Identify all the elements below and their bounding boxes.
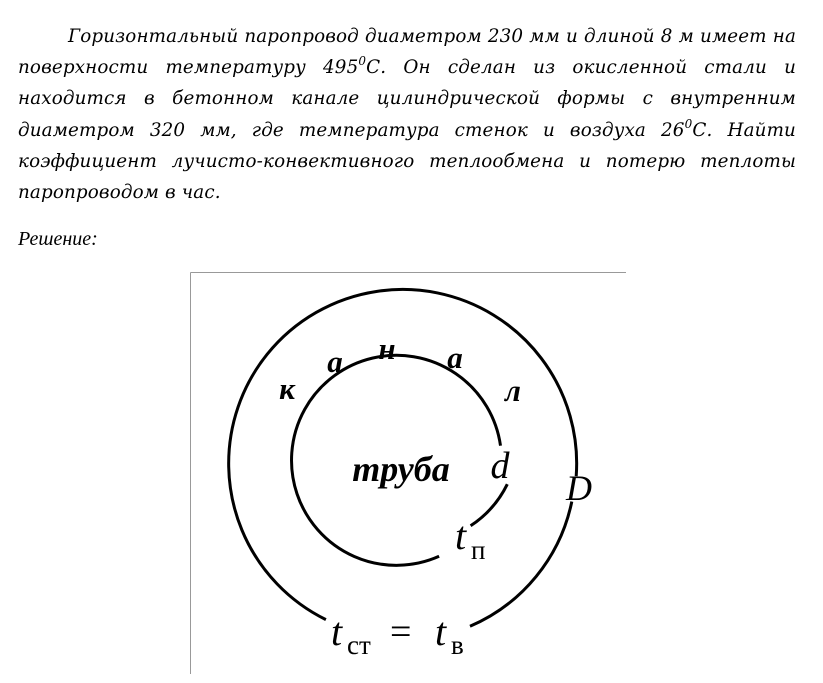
solution-label: Решение:: [18, 228, 98, 250]
wall-air-temperature-label: [331, 609, 464, 660]
wall-temp-symbol: t: [331, 609, 343, 654]
pipe-in-canal-figure: [190, 272, 626, 674]
canal-letter-l: л: [505, 373, 521, 408]
figure-canvas: [190, 272, 626, 674]
pipe-temp-subscript: п: [471, 535, 486, 565]
pipe-label: труба: [352, 449, 450, 489]
air-temp-symbol: t: [435, 609, 447, 654]
canal-letter-a1: а: [327, 344, 343, 379]
outer-diameter-label: D: [566, 468, 592, 508]
degree-superscript-1: 0: [358, 54, 367, 69]
air-temp-subscript: в: [451, 630, 464, 660]
pipe-inner-circle-lower: [471, 484, 508, 526]
problem-text-part-3: С. Найти коэффициент лучисто-конвективного теплообмена и потерю теплоты паропроводом в час.: [18, 119, 796, 204]
pipe-temp-symbol: t: [455, 513, 467, 558]
canal-letter-a2: а: [447, 340, 463, 375]
problem-text-part-2: С. Он сделан из окисленной стали и находится в бетонном канале цилиндрической формы с внутренним диаметром 320 мм, где температура стенок и воздуха 26: [18, 57, 796, 141]
canal-letter-k: к: [279, 371, 295, 406]
wall-temp-subscript: ст: [347, 630, 371, 660]
problem-text-part-1: Горизонтальный паропровод диаметром 230 мм и длиной 8 м имеет на поверхности температуру 495: [18, 26, 796, 79]
inner-diameter-label: d: [490, 445, 510, 487]
degree-superscript-2: 0: [684, 116, 693, 131]
canal-letter-n: н: [378, 331, 396, 366]
equals-sign: =: [390, 611, 412, 653]
problem-statement: [18, 21, 796, 208]
pipe-temperature-label: [455, 513, 485, 565]
